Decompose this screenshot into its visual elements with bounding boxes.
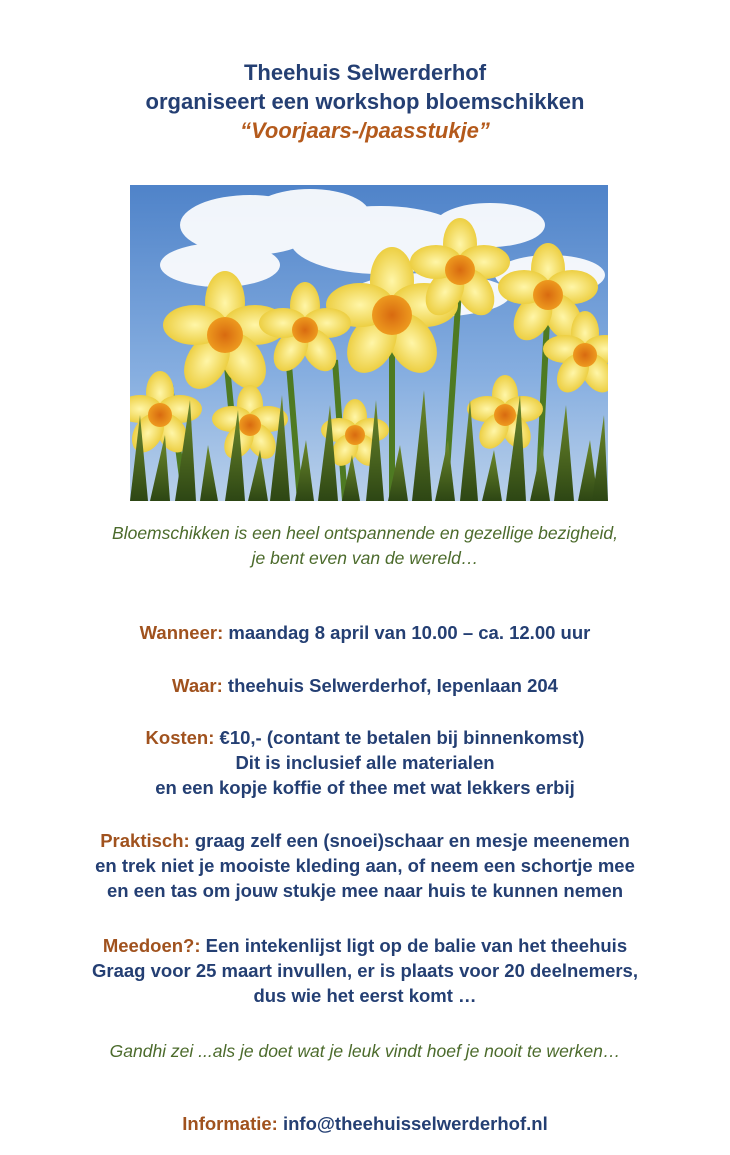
gandhi-quote: Gandhi zei ...als je doet wat je leuk vindt hoef je nooit te werken…: [109, 1041, 621, 1061]
praktisch-line-2: en trek niet je mooiste kleding aan, of neem een schortje mee: [95, 855, 635, 876]
title-line-2: organiseert een workshop bloemschikken: [145, 89, 585, 114]
praktisch-label: Praktisch:: [100, 830, 190, 851]
section-meedoen: [0, 933, 730, 1008]
praktisch-line-3: en een tas om jouw stukje mee naar huis te kunnen nemen: [106, 880, 624, 901]
section-praktisch: [0, 828, 730, 903]
kosten-line-3: en een kopje koffie of thee met wat lekkers erbij: [155, 777, 575, 798]
workshop-subtitle: “Voorjaars-/paasstukje”: [240, 118, 490, 143]
section-kosten: [0, 725, 730, 800]
meedoen-value: Een intekenlijst ligt op de balie van het theehuis: [205, 935, 628, 956]
flyer-header: [0, 58, 730, 145]
daffodils-photo: [130, 185, 608, 501]
kosten-label: Kosten:: [145, 727, 215, 748]
wanneer-label: Wanneer:: [139, 622, 224, 643]
kosten-value: €10,- (contant te betalen bij binnenkomst): [219, 727, 585, 748]
contact-email-link[interactable]: info@theehuisselwerderhof.nl: [282, 1113, 548, 1134]
waar-value: theehuis Selwerderhof, Iepenlaan 204: [227, 675, 558, 696]
section-informatie: [0, 1111, 730, 1136]
meedoen-label: Meedoen?:: [102, 935, 201, 956]
intro-line-2: je bent even van de wereld…: [251, 548, 479, 568]
title-line-1: Theehuis Selwerderhof: [243, 60, 487, 85]
praktisch-value: graag zelf een (snoei)schaar en mesje meenemen: [194, 830, 630, 851]
wanneer-value: maandag 8 april van 10.00 – ca. 12.00 uur: [228, 622, 591, 643]
informatie-label: Informatie:: [182, 1113, 278, 1134]
section-wanneer: [0, 620, 730, 645]
meedoen-line-3: dus wie het eerst komt …: [253, 985, 477, 1006]
meedoen-line-2: Graag voor 25 maart invullen, er is plaats voor 20 deelnemers,: [92, 960, 638, 981]
section-waar: [0, 673, 730, 698]
waar-label: Waar:: [172, 675, 223, 696]
kosten-line-2: Dit is inclusief alle materialen: [235, 752, 495, 773]
intro-line-1: Bloemschikken is een heel ontspannende en gezellige bezigheid,: [112, 523, 618, 543]
intro-text: [0, 521, 730, 571]
